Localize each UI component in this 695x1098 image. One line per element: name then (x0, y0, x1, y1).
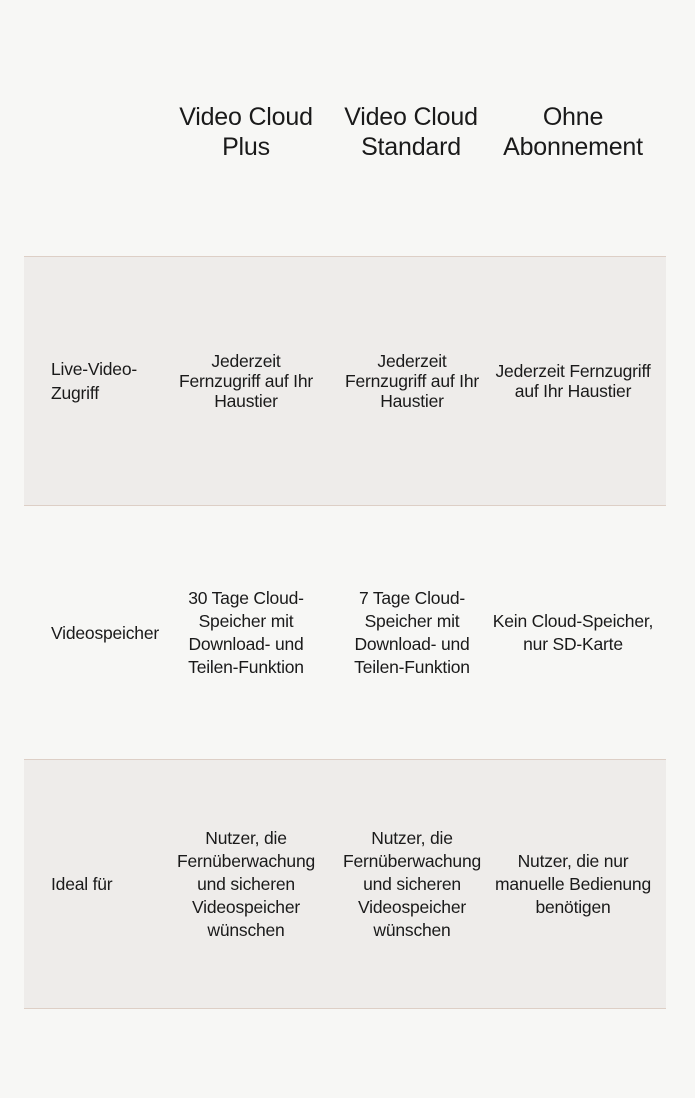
column-header-ohne-abonnement: Ohne Abonnement (503, 103, 643, 161)
table-cell: Kein Cloud-Speicher, nur SD-Karte (492, 611, 654, 654)
table-cell: Jederzeit Fernzugriff auf Ihr Haustier (345, 351, 479, 411)
column-header-video-cloud-plus: Video Cloud Plus (179, 103, 313, 161)
table-cell: Jederzeit Fernzugriff auf Ihr Haustier (179, 351, 313, 411)
table-cell: Nutzer, die nur manuelle Bedienung benötigen (495, 850, 651, 917)
table-row-live-video (24, 256, 666, 506)
table-cell: 30 Tage Cloud-Speicher mit Download- und Teilen-Funktion (188, 588, 304, 677)
table-header (24, 102, 666, 164)
table-cell: Nutzer, die Fernüberwachung und sicheren Videospeicher wünschen (176, 827, 316, 940)
table-cell: 7 Tage Cloud-Speicher mit Download- und Teilen-Funktion (354, 588, 470, 677)
table-row-videospeicher (24, 508, 666, 758)
table-row-ideal-fuer (24, 759, 666, 1009)
row-label: Videospeicher (51, 623, 159, 643)
row-label: Live-Video-Zugriff (51, 359, 138, 403)
table-cell: Nutzer, die Fernüberwachung und sicheren Videospeicher wünschen (342, 827, 482, 940)
column-header-video-cloud-standard: Video Cloud Standard (344, 103, 478, 161)
table-cell: Jederzeit Fernzugriff auf Ihr Haustier (495, 361, 651, 401)
row-label: Ideal für (51, 874, 113, 894)
